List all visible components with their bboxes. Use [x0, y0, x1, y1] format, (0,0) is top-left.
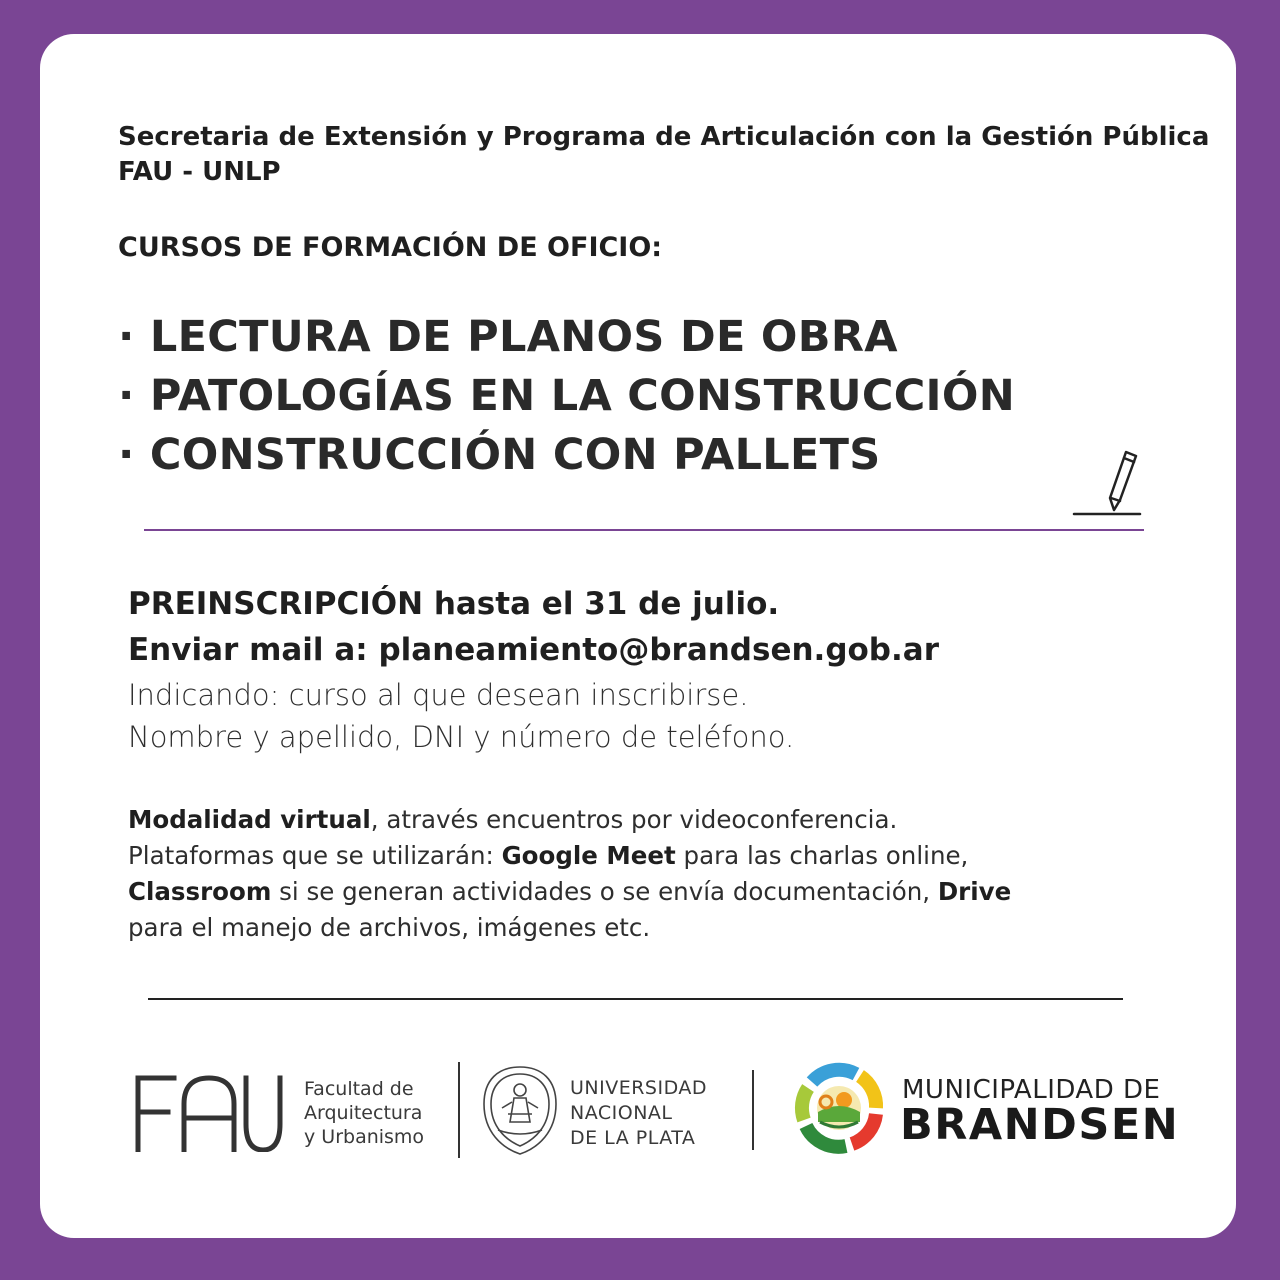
fau-text-line: y Urbanismo — [304, 1126, 425, 1148]
municipality-name: BRANDSEN — [900, 1100, 1180, 1150]
modality-bold: Modalidad virtual — [128, 805, 371, 834]
google-meet-label: Google Meet — [501, 841, 676, 870]
preinscription-deadline: PREINSCRIPCIÓN hasta el 31 de julio. — [128, 586, 780, 622]
pencil-icon — [1070, 444, 1150, 520]
header-line-1: Secretaria de Extensión y Programa de Articulación con la Gestión Pública — [118, 122, 1210, 152]
platforms-text: Plataformas que se utilizarán: — [128, 841, 502, 870]
municipality-label: MUNICIPALIDAD DE — [902, 1075, 1161, 1105]
unlp-text-line: NACIONAL — [570, 1102, 673, 1124]
footer-divider — [148, 998, 1123, 1000]
fau-text-line: Facultad de — [304, 1078, 414, 1100]
indication-line: Indicando: curso al que desean inscribirse. — [128, 678, 749, 712]
modality-line-3 — [128, 877, 1011, 906]
unlp-text-line: UNIVERSIDAD — [570, 1077, 708, 1099]
section-label: CURSOS DE FORMACIÓN DE OFICIO: — [118, 232, 663, 263]
unlp-text-line: DE LA PLATA — [570, 1127, 696, 1149]
classroom-label: Classroom — [128, 877, 272, 906]
poster-card — [40, 34, 1236, 1238]
brandsen-logo — [792, 1060, 886, 1156]
email-instruction: Enviar mail a: planeamiento@brandsen.gob.ar — [128, 632, 939, 668]
modality-text: , através encuentros por videoconferencia. — [370, 805, 898, 834]
classroom-text: si se generan actividades o se envía documentación, — [271, 877, 938, 906]
modality-line-2 — [128, 841, 968, 870]
platforms-text-rest: para las charlas online, — [675, 841, 969, 870]
course-item: · LECTURA DE PLANOS DE OBRA — [118, 312, 898, 362]
modality-line-4: para el manejo de archivos, imágenes etc. — [128, 913, 651, 942]
logo-separator — [458, 1062, 460, 1158]
course-item: · PATOLOGÍAS EN LA CONSTRUCCIÓN — [118, 371, 1015, 421]
header-line-2: FAU - UNLP — [118, 157, 281, 187]
purple-divider — [144, 529, 1144, 531]
required-data-line: Nombre y apellido, DNI y número de teléfono. — [128, 720, 795, 754]
logo-separator — [752, 1070, 754, 1150]
unlp-seal-icon — [480, 1064, 560, 1156]
fau-text-line: Arquitectura — [304, 1102, 423, 1124]
fau-logo — [134, 1074, 284, 1152]
course-item: · CONSTRUCCIÓN CON PALLETS — [118, 430, 881, 480]
drive-label: Drive — [937, 877, 1012, 906]
modality-line-1 — [128, 805, 897, 834]
